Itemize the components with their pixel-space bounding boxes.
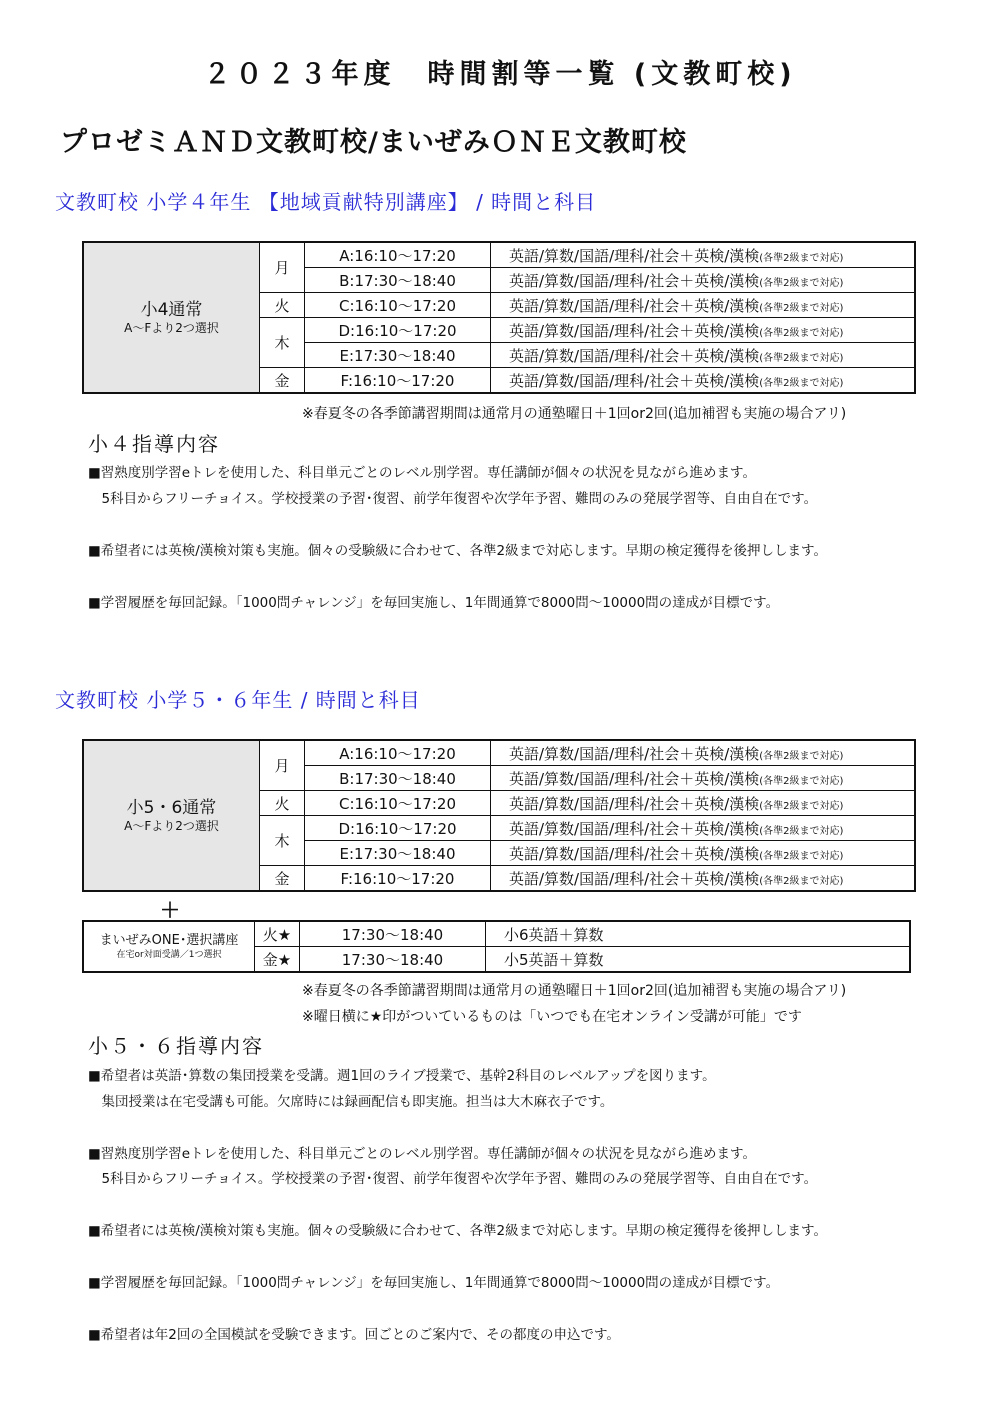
time-cell: B:17:30～18:40 [305, 766, 491, 791]
subject-cell [491, 242, 916, 268]
subject-note: (各準2級まで対応) [759, 252, 844, 264]
paragraph: 集団授業は在宅受講も可能。欠席時には録画配信も即実施。担当は大木麻衣子です。 [88, 1094, 614, 1110]
course-label-main: 小5・6通常 [126, 797, 217, 818]
subject-cell [491, 866, 916, 892]
option-course-label [83, 921, 255, 972]
time-cell: 17:30～18:40 [300, 947, 486, 973]
page-title: ２０２３年度 時間割等一覧 (文教町校) [203, 59, 797, 90]
subject-cell [491, 740, 916, 766]
day-cell: 金 [260, 368, 305, 394]
day-cell: 金★ [255, 947, 300, 973]
section-heading-grade56: 文教町校 小学５・６年生 / 時間と科目 [55, 688, 421, 712]
day-cell: 木 [260, 816, 305, 866]
day-cell: 金 [260, 866, 305, 892]
paragraph: ■希望者は年2回の全国模試を受験できます。回ごとのご案内で、その都度の申込です。 [88, 1327, 620, 1343]
course-label [83, 740, 260, 891]
day-cell: 月 [260, 740, 305, 791]
subject-cell [491, 293, 916, 318]
subject-text: 英語/算数/国語/理科/社会＋英検/漢検 [509, 794, 760, 813]
seasonal-note: ※春夏冬の各季節講習期間は通常月の通塾曜日＋1回or2回(追加補習も実施の場合アリ) [302, 406, 847, 422]
subject-note: (各準2級まで対応) [759, 377, 844, 389]
option-course-table [82, 920, 911, 973]
subject-cell [491, 368, 916, 394]
subject-note: (各準2級まで対応) [759, 277, 844, 289]
subject-text: 英語/算数/国語/理科/社会＋英検/漢検 [509, 819, 760, 838]
time-cell: D:16:10～17:20 [305, 816, 491, 841]
paragraph: ■希望者には英検/漢検対策も実施。個々の受験級に合わせて、各準2級まで対応します。早期の検定獲得を後押しします。 [88, 543, 827, 559]
schedule-table-grade4 [82, 241, 916, 394]
time-cell: E:17:30～18:40 [305, 841, 491, 866]
subject-cell [491, 841, 916, 866]
time-cell: 17:30～18:40 [300, 921, 486, 947]
subject-text: 英語/算数/国語/理科/社会＋英検/漢検 [509, 744, 760, 763]
subject-cell: 小6英語＋算数 [486, 921, 911, 947]
subject-text: 英語/算数/国語/理科/社会＋英検/漢検 [509, 844, 760, 863]
paragraph: ■希望者には英検/漢検対策も実施。個々の受験級に合わせて、各準2級まで対応します。早期の検定獲得を後押しします。 [88, 1223, 827, 1239]
subject-text: 英語/算数/国語/理科/社会＋英検/漢検 [509, 371, 760, 390]
paragraph: 5科目からフリーチョイス。学校授業の予習･復習、前学年復習や次学年予習、難問のみの発展学習等、自由自在です。 [88, 1171, 818, 1187]
content-heading-grade4: 小４指導内容 [88, 432, 220, 456]
paragraph: ■学習履歴を毎回記録。「1000問チャレンジ」を毎回実施し、1年間通算で8000問～10000問の達成が目標です。 [88, 595, 780, 611]
day-cell: 木 [260, 318, 305, 368]
time-cell: C:16:10～17:20 [305, 293, 491, 318]
subject-note: (各準2級まで対応) [759, 775, 844, 787]
subject-cell [491, 343, 916, 368]
paragraph: ■学習履歴を毎回記録。「1000問チャレンジ」を毎回実施し、1年間通算で8000問～10000問の達成が目標です。 [88, 1275, 780, 1291]
time-cell: F:16:10～17:20 [305, 866, 491, 892]
subject-cell [491, 791, 916, 816]
time-cell: D:16:10～17:20 [305, 318, 491, 343]
table-row [83, 740, 915, 766]
course-label-sub: A～Fより2つ選択 [124, 320, 219, 335]
time-cell: E:17:30～18:40 [305, 343, 491, 368]
subject-cell [491, 816, 916, 841]
time-cell: A:16:10～17:20 [305, 242, 491, 268]
subject-text: 英語/算数/国語/理科/社会＋英検/漢検 [509, 246, 760, 265]
subject-cell: 小5英語＋算数 [486, 947, 911, 973]
paragraph: ■習熟度別学習eトレを使用した、科目単元ごとのレベル別学習。専任講師が個々の状況を見ながら進めます。 [88, 1146, 756, 1162]
time-cell: C:16:10～17:20 [305, 791, 491, 816]
subject-text: 英語/算数/国語/理科/社会＋英検/漢検 [509, 869, 760, 888]
option-course-label-main: まいぜみONE･選択講座 [99, 932, 239, 948]
subject-text: 英語/算数/国語/理科/社会＋英検/漢検 [509, 271, 760, 290]
paragraph: 5科目からフリーチョイス。学校授業の予習･復習、前学年復習や次学年予習、難問のみの発展学習等、自由自在です。 [88, 491, 818, 507]
time-cell: B:17:30～18:40 [305, 268, 491, 293]
subject-note: (各準2級まで対応) [759, 825, 844, 837]
seasonal-note: ※春夏冬の各季節講習期間は通常月の通塾曜日＋1回or2回(追加補習も実施の場合アリ) [302, 983, 847, 999]
paragraph: ■希望者は英語･算数の集団授業を受講。週1回のライブ授業で、基幹2科目のレベルアップを図ります。 [88, 1068, 716, 1084]
course-label-sub: A～Fより2つ選択 [124, 818, 219, 833]
table-row [83, 921, 910, 947]
subject-note: (各準2級まで対応) [759, 800, 844, 812]
subject-note: (各準2級まで対応) [759, 850, 844, 862]
subject-cell [491, 268, 916, 293]
paragraph: ■習熟度別学習eトレを使用した、科目単元ごとのレベル別学習。専任講師が個々の状況を見ながら進めます。 [88, 465, 756, 481]
schedule-table-grade56 [82, 739, 916, 892]
course-label-main: 小4通常 [140, 299, 203, 320]
subject-note: (各準2級まで対応) [759, 750, 844, 762]
subject-cell [491, 766, 916, 791]
table-row [83, 242, 915, 268]
subject-cell [491, 318, 916, 343]
subject-note: (各準2級まで対応) [759, 302, 844, 314]
option-course-label-sub: 在宅or対面受講／1つ選択 [116, 949, 222, 960]
subject-text: 英語/算数/国語/理科/社会＋英検/漢検 [509, 769, 760, 788]
subject-note: (各準2級まで対応) [759, 352, 844, 364]
subject-text: 英語/算数/国語/理科/社会＋英検/漢検 [509, 321, 760, 340]
subject-note: (各準2級まで対応) [759, 875, 844, 887]
time-cell: A:16:10～17:20 [305, 740, 491, 766]
subject-text: 英語/算数/国語/理科/社会＋英検/漢検 [509, 346, 760, 365]
day-cell: 火 [260, 293, 305, 318]
day-cell: 火★ [255, 921, 300, 947]
page-subtitle: プロゼミＡＮＤ文教町校/まいぜみＯＮＥ文教町校 [60, 127, 687, 158]
day-cell: 火 [260, 791, 305, 816]
subject-text: 英語/算数/国語/理科/社会＋英検/漢検 [509, 296, 760, 315]
plus-sign: ＋ [160, 898, 180, 922]
section-heading-grade4: 文教町校 小学４年生 【地域貢献特別講座】 / 時間と科目 [55, 190, 597, 214]
subject-note: (各準2級まで対応) [759, 327, 844, 339]
time-cell: F:16:10～17:20 [305, 368, 491, 394]
course-label [83, 242, 260, 393]
online-note: ※曜日横に★印がついているものは「いつでも在宅オンライン受講が可能」です [302, 1009, 802, 1025]
content-heading-grade56: 小５・６指導内容 [88, 1034, 264, 1058]
day-cell: 月 [260, 242, 305, 293]
